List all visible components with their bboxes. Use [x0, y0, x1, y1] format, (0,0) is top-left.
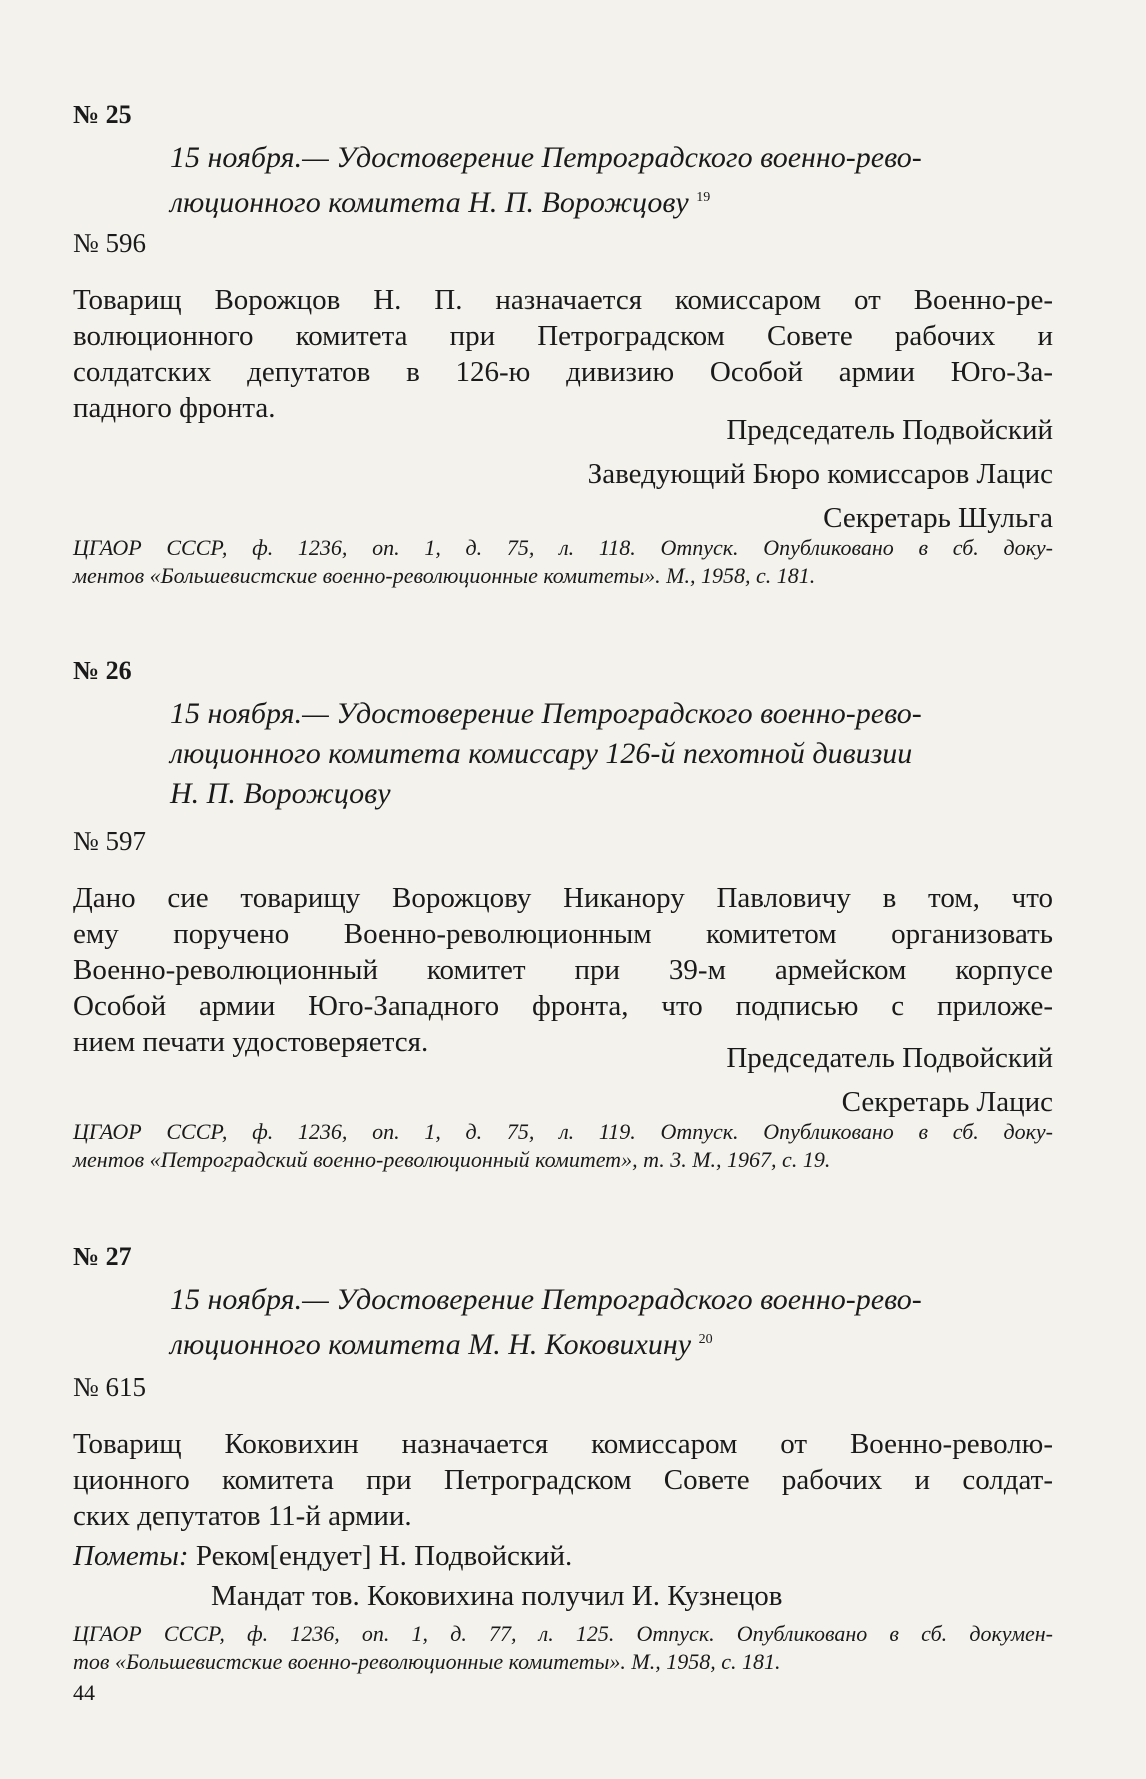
doc-27-source	[73, 1620, 1053, 1676]
body-line: Военно-революционный комитет при 39-м армейском корпусе	[73, 954, 1053, 986]
heading-line: 15 ноября.— Удостоверение Петроградского военно-рево-	[170, 1283, 922, 1316]
body-line: Особой армии Юго-Западного фронта, что подписью с приложе-	[73, 990, 1053, 1022]
body-line: нием печати удостоверяется.	[73, 1026, 429, 1058]
doc-25-reg-number: № 596	[73, 228, 147, 258]
doc-26-heading	[170, 694, 1050, 814]
page-number: 44	[73, 1680, 95, 1705]
footnote-ref: 19	[696, 190, 711, 205]
doc-25-heading	[170, 138, 1050, 223]
doc-26-signatures	[726, 1036, 1053, 1124]
source-line: ЦГАОР СССР, ф. 1236, оп. 1, д. 75, л. 118. Отпуск. Опубликовано в сб. доку-	[73, 535, 1053, 560]
body-line: Товарищ Ворожцов Н. П. назначается комиссаром от Военно-ре-	[73, 284, 1053, 316]
marks-label: Пометы:	[73, 1540, 189, 1572]
doc-26-reg-number: № 597	[73, 826, 147, 856]
signature-line: Председатель Подвойский	[726, 1042, 1053, 1074]
source-line: ЦГАОР СССР, ф. 1236, оп. 1, д. 77, л. 125. Отпуск. Опубликовано в сб. докумен-	[73, 1621, 1053, 1646]
source-line: ЦГАОР СССР, ф. 1236, оп. 1, д. 75, л. 119. Отпуск. Опубликовано в сб. доку-	[73, 1119, 1053, 1144]
doc-number-25: № 25	[73, 100, 132, 129]
doc-26-body	[73, 880, 1053, 1060]
body-line: волюционного комитета при Петроградском Совете рабочих и	[73, 320, 1053, 352]
doc-27-marks	[73, 1536, 782, 1616]
signature-line: Секретарь Шульга	[823, 502, 1053, 534]
doc-25-body	[73, 282, 1053, 426]
signature-line: Секретарь Лацис	[841, 1086, 1053, 1118]
doc-27-heading	[170, 1280, 1050, 1365]
body-line: ему поручено Военно-революционным комитетом организовать	[73, 918, 1053, 950]
heading-line: 15 ноября.— Удостоверение Петроградского военно-рево-	[170, 697, 922, 730]
body-line: Дано сие товарищу Ворожцову Никанору Павловичу в том, что	[73, 882, 1053, 914]
doc-25-source	[73, 534, 1053, 590]
marks-line: Пометы: Реком[ендует] Н. Подвойский.	[73, 1540, 573, 1572]
heading-line: 15 ноября.— Удостоверение Петроградского военно-рево-	[170, 141, 922, 174]
doc-number-26: № 26	[73, 656, 132, 685]
signature-line: Заведующий Бюро комиссаров Лацис	[587, 458, 1053, 490]
signature-line: Председатель Подвойский	[726, 414, 1053, 446]
heading-line: люционного комитета комиссару 126-й пехотной дивизии	[170, 737, 913, 770]
footnote-ref: 20	[698, 1332, 713, 1347]
body-line: ционного комитета при Петроградском Совете рабочих и солдат-	[73, 1464, 1053, 1496]
doc-27-body	[73, 1426, 1053, 1534]
source-line: ментов «Большевистские военно-революционные комитеты». М., 1958, с. 181.	[73, 563, 816, 588]
body-line: солдатских депутатов в 126-ю дивизию Особой армии Юго-За-	[73, 356, 1053, 388]
source-line: ментов «Петроградский военно-революционный комитет», т. 3. М., 1967, с. 19.	[73, 1147, 831, 1172]
heading-line: Н. П. Ворожцову	[170, 777, 391, 810]
body-line: ских депутатов 11-й армии.	[73, 1500, 412, 1532]
heading-line: люционного комитета М. Н. Коковихину $^{20}$	[170, 1328, 713, 1361]
body-line: падного фронта.	[73, 392, 276, 424]
doc-26-source	[73, 1118, 1053, 1174]
source-line: тов «Большевистские военно-революционные комитеты». М., 1958, с. 181.	[73, 1649, 781, 1674]
doc-number-27: № 27	[73, 1242, 132, 1271]
marks-line: Мандат тов. Коковихина получил И. Кузнецов	[211, 1580, 783, 1612]
doc-25-signatures	[588, 408, 1053, 540]
heading-line: люционного комитета Н. П. Ворожцову $^{19}$	[170, 186, 711, 219]
body-line: Товарищ Коковихин назначается комиссаром от Военно-револю-	[73, 1428, 1053, 1460]
doc-27-reg-number: № 615	[73, 1372, 147, 1402]
